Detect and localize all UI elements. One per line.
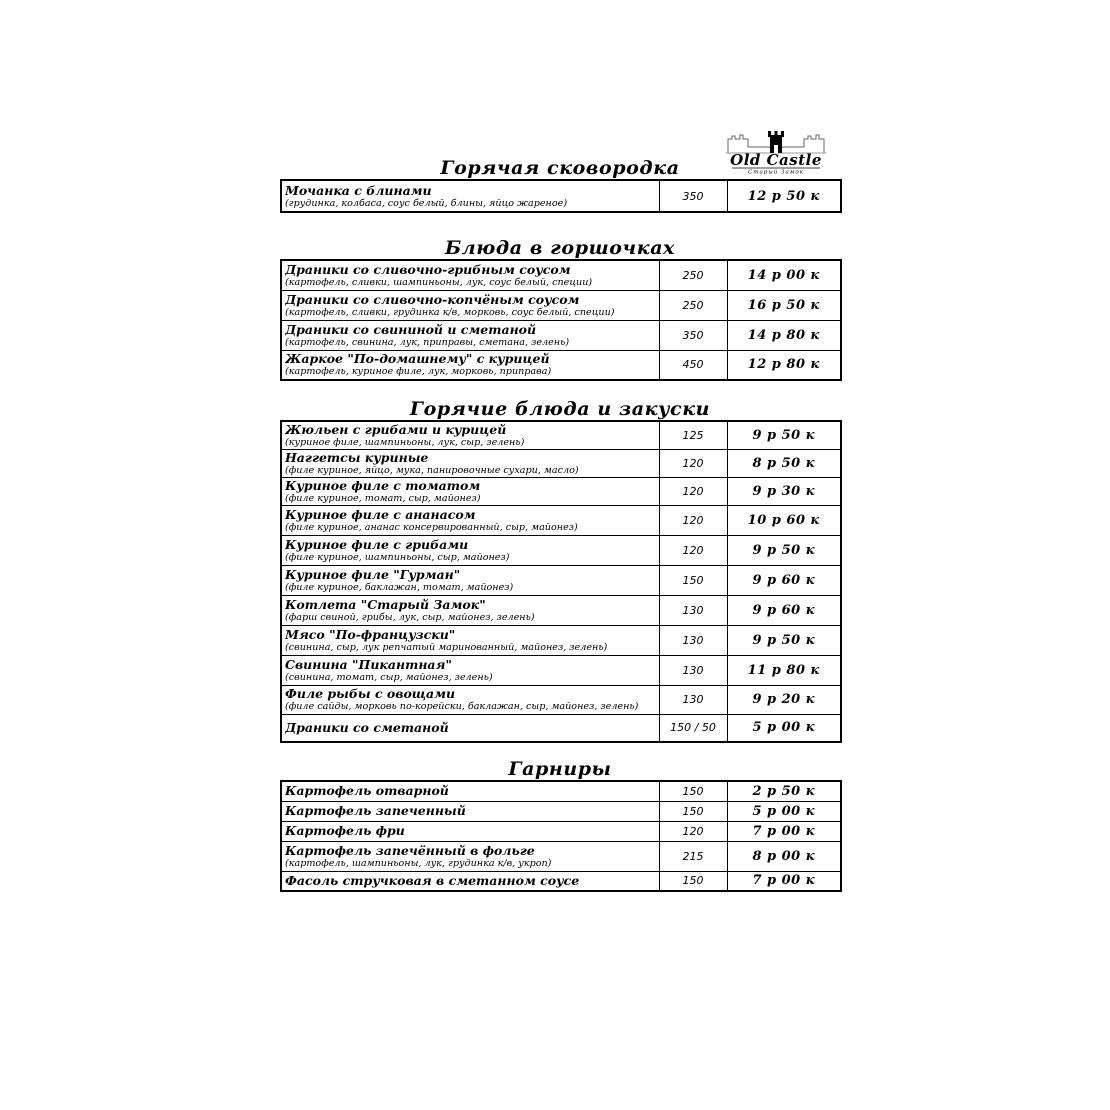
menu-row (281, 871, 841, 891)
dish-price: 12 р 50 к (727, 180, 841, 212)
dish-description: (филе куриное, томат, сыр, майонез) (285, 492, 481, 504)
dish-weight: 130 (659, 655, 727, 685)
menu-row (281, 290, 841, 320)
section-hot-pan (280, 157, 840, 213)
dish-price: 9 р 30 к (727, 477, 841, 505)
dish-price: 9 р 50 к (727, 421, 841, 449)
dish-description: (филе сайды, морковь по-корейски, баклажан, сыр, майонез, зелень) (285, 701, 639, 712)
dish-price: 9 р 60 к (727, 565, 841, 595)
dish-name: Картофель фри (285, 824, 405, 838)
dish-weight: 130 (659, 595, 727, 625)
dish-price: 14 р 80 к (727, 320, 841, 350)
dish-name: Куриное филе с ананасом (285, 507, 476, 522)
dish-description: (куриное филе, шампиньоны, лук, сыр, зелень) (285, 436, 525, 448)
menu-row (281, 655, 841, 685)
dish-name: Котлета "Старый Замок" (285, 597, 486, 612)
dish-description: (картофель, сливки, грудинка к/в, морковь, соус белый, специи) (285, 306, 615, 318)
menu-row (281, 714, 841, 742)
dish-name: Фасоль стручковая в сметанном соусе (285, 873, 580, 888)
dish-price: 9 р 50 к (727, 535, 841, 565)
dish-cell (281, 535, 659, 565)
menu-table (280, 179, 842, 213)
dish-weight: 120 (659, 477, 727, 505)
menu-row (281, 625, 841, 655)
menu-row (281, 565, 841, 595)
dish-description: (фарш свиной, грибы, лук, сыр, майонез, зелень) (285, 611, 535, 623)
dish-price: 5 р 00 к (727, 714, 841, 742)
dish-price: 16 р 50 к (727, 290, 841, 320)
dish-description: (филе куриное, баклажан, томат, майонез) (285, 581, 514, 593)
section-title: Гарниры (508, 758, 612, 780)
dish-name: Наггетсы куриные (285, 450, 429, 465)
dish-cell (281, 714, 659, 742)
menu-row (281, 685, 841, 714)
menu-row (281, 535, 841, 565)
section-title: Горячая сковородка (440, 157, 680, 179)
dish-cell (281, 421, 659, 449)
dish-name: Куриное филе с грибами (285, 537, 469, 552)
dish-cell (281, 477, 659, 505)
dish-cell (281, 841, 659, 871)
dish-weight: 215 (659, 841, 727, 871)
dish-price: 8 р 00 к (727, 841, 841, 871)
dish-weight: 120 (659, 505, 727, 535)
dish-price: 7 р 00 к (727, 821, 841, 841)
dish-name: Драники со сливочно-копчёным соусом (285, 292, 580, 307)
dish-name: Филе рыбы с овощами (285, 687, 456, 701)
dish-cell (281, 505, 659, 535)
dish-weight: 250 (659, 260, 727, 290)
dish-cell (281, 685, 659, 714)
dish-price: 12 р 80 к (727, 350, 841, 380)
dish-name: Свинина "Пикантная" (285, 657, 452, 672)
dish-cell (281, 625, 659, 655)
dish-name: Картофель запечённый в фольге (285, 843, 535, 858)
dish-description: (грудинка, колбаса, соус белый, блины, яйцо жареное) (285, 197, 568, 209)
dish-name: Куриное филе с томатом (285, 478, 481, 493)
menu-row (281, 260, 841, 290)
dish-cell (281, 320, 659, 350)
menu-row (281, 320, 841, 350)
dish-name: Куриное филе "Гурман" (285, 567, 461, 582)
dish-description: (филе куриное, яйцо, мука, панировочные сухари, масло) (285, 464, 579, 476)
dish-name: Мясо "По-французски" (285, 627, 456, 642)
dish-price: 5 р 00 к (727, 801, 841, 821)
dish-name: Жаркое "По-домашнему" с курицей (285, 352, 550, 367)
dish-weight: 250 (659, 290, 727, 320)
dish-weight: 150 (659, 801, 727, 821)
dish-weight: 120 (659, 535, 727, 565)
svg-text:Old Castle: Old Castle (730, 151, 822, 169)
dish-weight: 450 (659, 350, 727, 380)
dish-description: (свинина, томат, сыр, майонез, зелень) (285, 671, 493, 683)
dish-price: 11 р 80 к (727, 655, 841, 685)
dish-name: Картофель отварной (285, 784, 449, 799)
dish-price: 9 р 20 к (727, 685, 841, 714)
dish-cell (281, 801, 659, 821)
dish-description: (картофель, сливки, шампиньоны, лук, соус белый, специи) (285, 276, 593, 288)
dish-description: (картофель, куриное филе, лук, морковь, приправа) (285, 366, 552, 378)
dish-cell (281, 449, 659, 477)
dish-weight: 150 / 50 (659, 714, 727, 742)
dish-name: Драники со свининой и сметаной (285, 322, 537, 337)
dish-description: (свинина, сыр, лук репчатый маринованный, майонез, зелень) (285, 641, 608, 653)
dish-price: 9 р 50 к (727, 625, 841, 655)
menu-row (281, 781, 841, 801)
section-hot-dishes-snacks (280, 398, 840, 743)
dish-weight: 350 (659, 320, 727, 350)
section-pot-dishes (280, 237, 840, 381)
dish-name: Жюльен с грибами и курицей (285, 422, 507, 437)
menu-row (281, 421, 841, 449)
menu-row (281, 505, 841, 535)
menu-row (281, 821, 841, 841)
dish-weight: 120 (659, 821, 727, 841)
dish-name: Картофель запеченный (285, 804, 466, 818)
dish-description: (филе куриное, ананас консервированный, сыр, майонез) (285, 521, 578, 533)
dish-price: 2 р 50 к (727, 781, 841, 801)
menu-row (281, 477, 841, 505)
dish-weight: 150 (659, 565, 727, 595)
menu-row (281, 595, 841, 625)
section-title: Блюда в горшочках (444, 237, 676, 259)
menu-row (281, 350, 841, 380)
menu-row (281, 801, 841, 821)
dish-weight: 150 (659, 781, 727, 801)
menu-row (281, 841, 841, 871)
dish-cell (281, 781, 659, 801)
dish-weight: 130 (659, 685, 727, 714)
dish-price: 7 р 00 к (727, 871, 841, 891)
dish-weight: 150 (659, 871, 727, 891)
dish-weight: 130 (659, 625, 727, 655)
dish-name: Драники со сливочно-грибным соусом (285, 262, 571, 277)
dish-cell (281, 655, 659, 685)
dish-weight: 120 (659, 449, 727, 477)
dish-description: (филе куриное, шампиньоны, сыр, майонез) (285, 551, 510, 563)
dish-name: Драники со сметаной (285, 720, 449, 735)
menu-row (281, 449, 841, 477)
dish-cell (281, 260, 659, 290)
dish-description: (картофель, свинина, лук, приправы, сметана, зелень) (285, 336, 570, 348)
dish-weight: 125 (659, 421, 727, 449)
dish-weight: 350 (659, 180, 727, 212)
menu-table (280, 259, 842, 381)
menu-row (281, 180, 841, 212)
dish-price: 14 р 00 к (727, 260, 841, 290)
dish-price: 8 р 50 к (727, 449, 841, 477)
dish-cell (281, 180, 659, 212)
svg-text:Старый Замок: Старый Замок (748, 169, 804, 175)
dish-cell (281, 595, 659, 625)
section-title: Горячие блюда и закуски (409, 398, 711, 420)
dish-cell (281, 290, 659, 320)
dish-name: Мочанка с блинами (285, 183, 432, 198)
dish-cell (281, 871, 659, 891)
dish-price: 9 р 60 к (727, 595, 841, 625)
section-side-dishes (280, 758, 840, 892)
dish-cell (281, 565, 659, 595)
menu-table (280, 780, 842, 892)
dish-price: 10 р 60 к (727, 505, 841, 535)
dish-description: (картофель, шампиньоны, лук, грудинка к/в, укроп) (285, 857, 552, 869)
menu-table (280, 420, 842, 743)
dish-cell (281, 821, 659, 841)
dish-cell (281, 350, 659, 380)
